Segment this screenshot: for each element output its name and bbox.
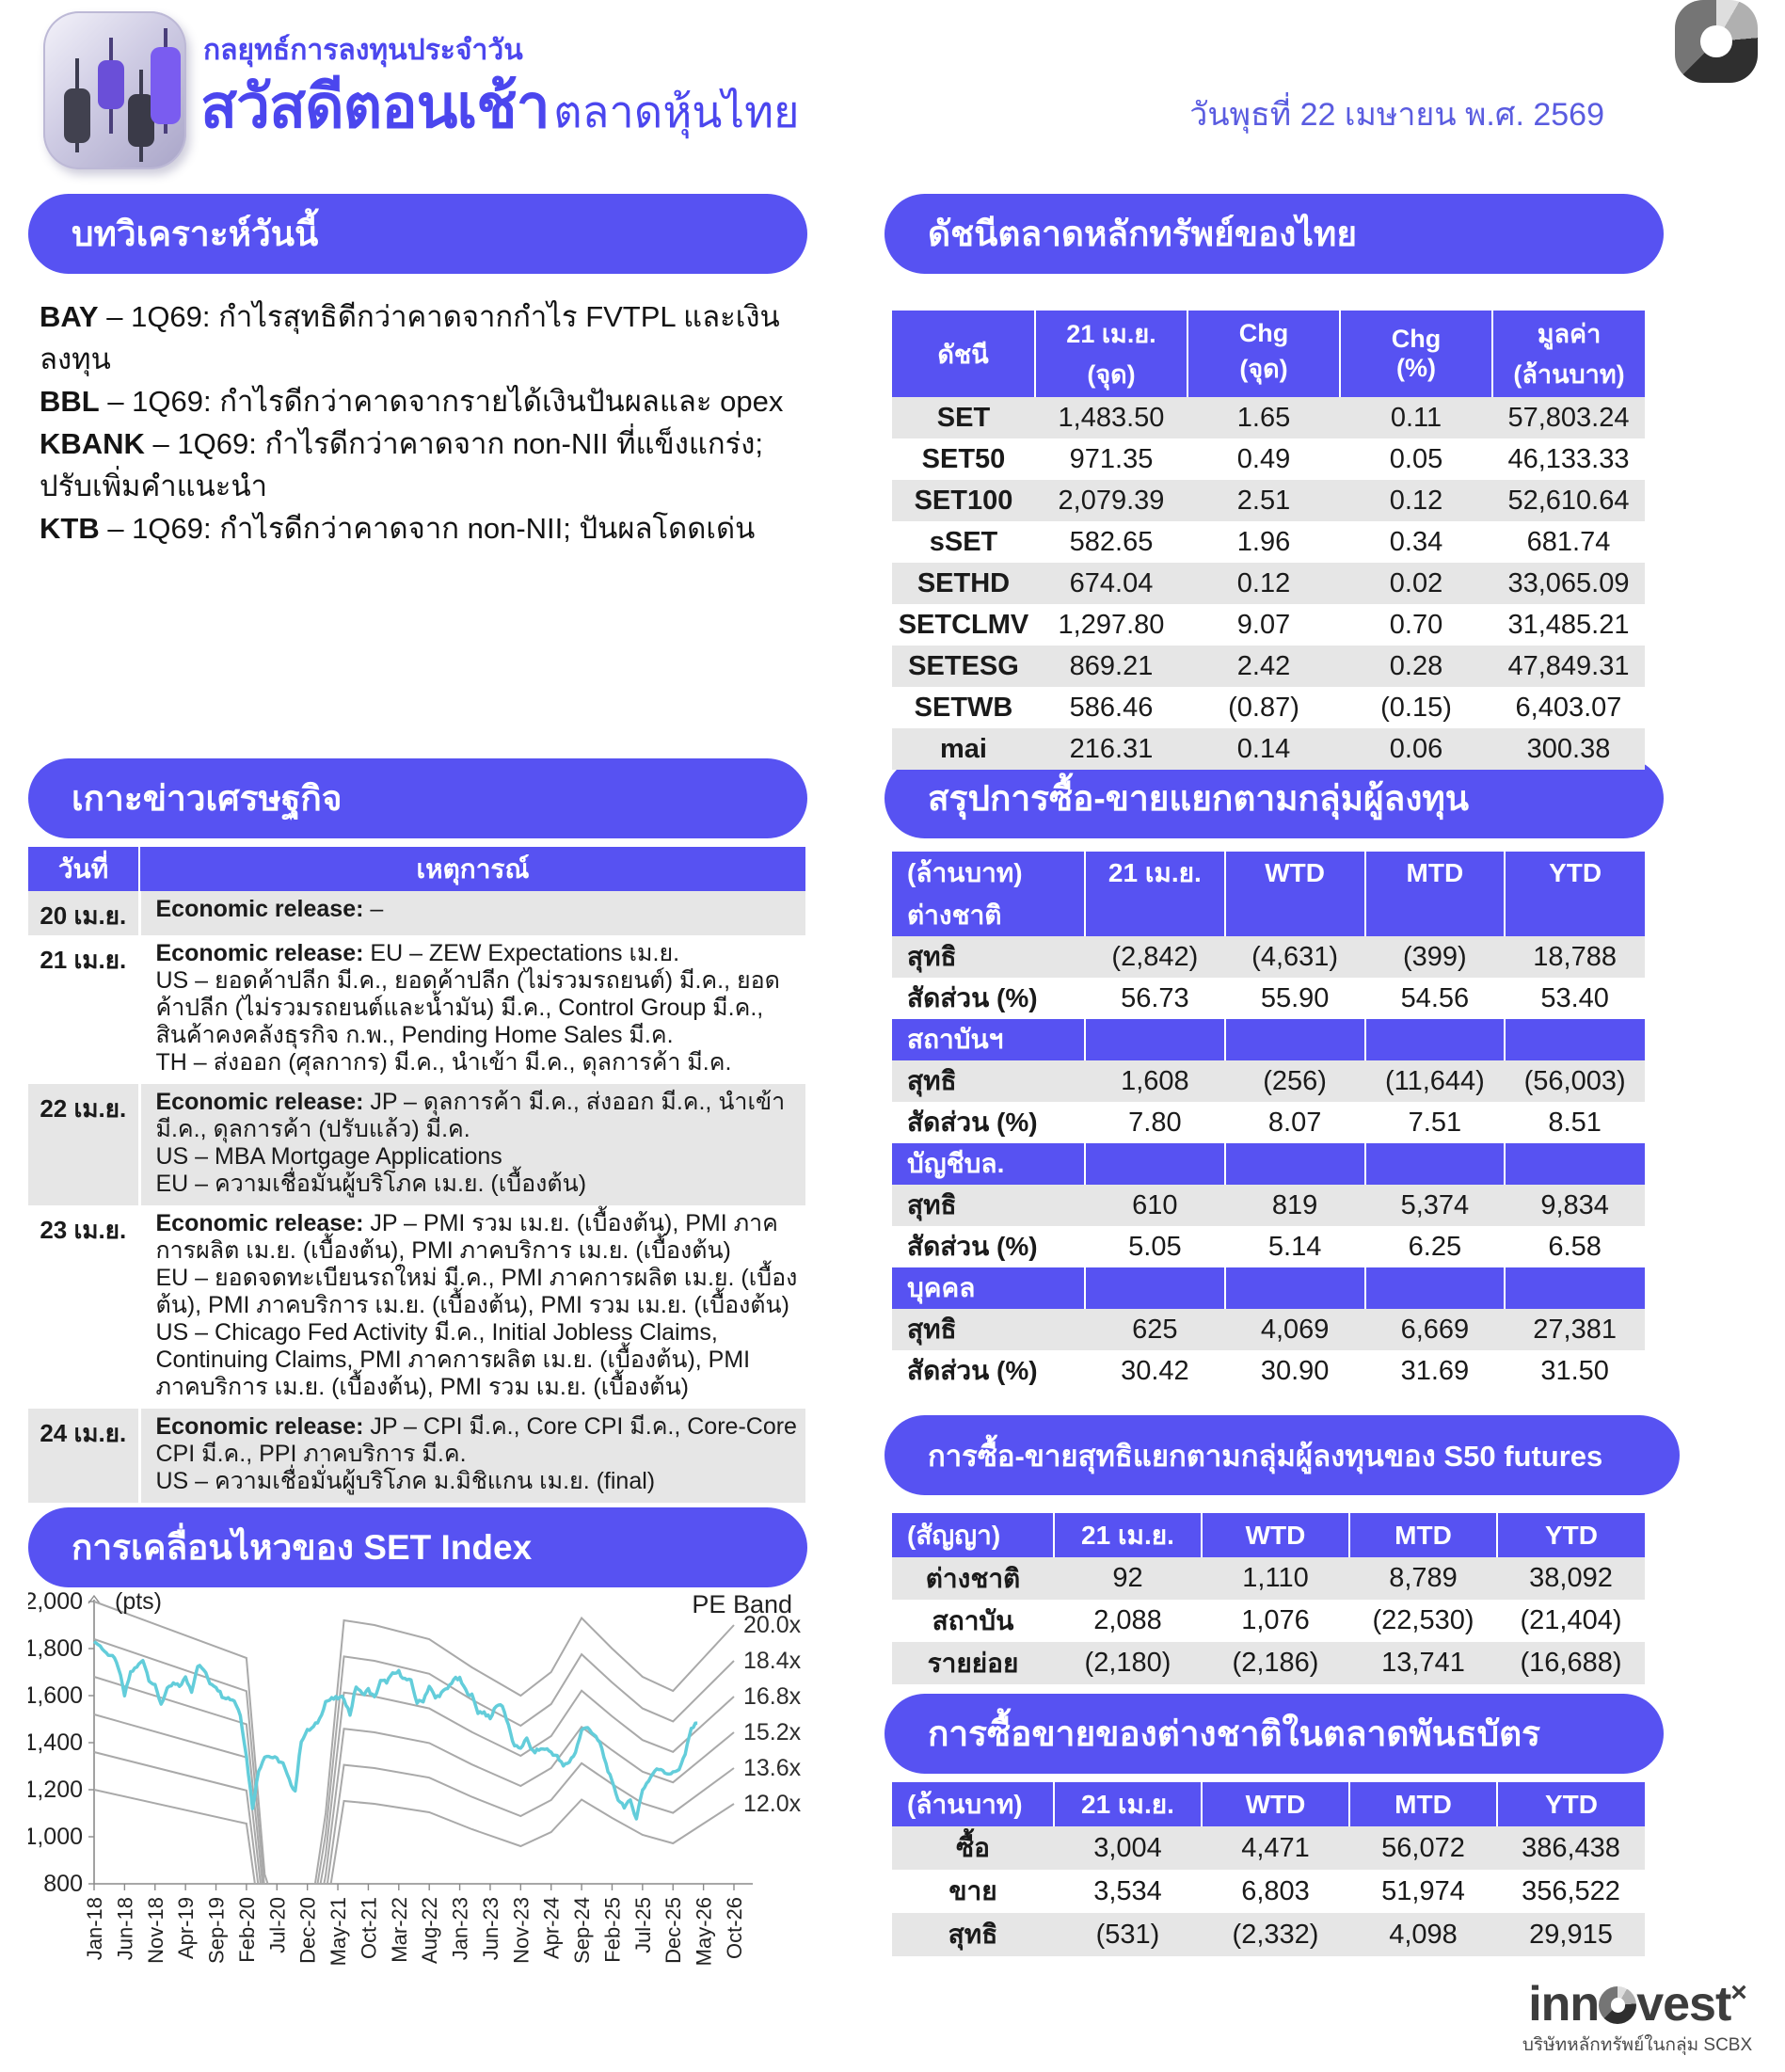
investor-group-cell	[1365, 895, 1506, 936]
column-header: เหตุการณ์	[139, 847, 805, 891]
table-cell: 8.07	[1267, 1107, 1322, 1138]
table-cell: 31.69	[1400, 1355, 1470, 1386]
table-cell: SETWB	[914, 692, 1013, 723]
table-cell: 56.73	[1121, 982, 1189, 1013]
svg-text:Jul-20: Jul-20	[265, 1897, 290, 1953]
table-header-row	[28, 847, 805, 891]
table-cell: 0.28	[1340, 646, 1492, 687]
econ-event-prefix: Economic release:	[155, 940, 371, 966]
svg-text:Nov-18: Nov-18	[143, 1897, 167, 1964]
econ-date-cell: 22 เม.ย.	[28, 1084, 139, 1205]
table-header-row	[892, 852, 1645, 895]
table-cell: (0.87)	[1228, 692, 1299, 723]
investor-data-row	[892, 936, 1645, 978]
table-row	[892, 563, 1645, 604]
analysis-ticker: KTB	[40, 512, 100, 545]
table-cell: 0.06	[1340, 728, 1492, 770]
column-header: (สัญญา)	[892, 1513, 1054, 1557]
table-cell: 5.05	[1128, 1231, 1182, 1262]
econ-event-prefix: Economic release:	[155, 1210, 371, 1236]
table-cell: (256)	[1225, 1060, 1365, 1102]
econ-news-table	[28, 847, 805, 1506]
row-label-cell: สัดส่วน (%)	[907, 983, 1038, 1012]
row-label-cell: สุทธิ	[892, 1309, 1085, 1350]
report-date: วันพุธที่ 22 เมษายน พ.ศ. 2569	[1189, 97, 1604, 133]
table-cell: 92	[1054, 1557, 1202, 1600]
section-title-bond-market: การซื้อขายของต่างชาติในตลาดพันธบัตร	[885, 1694, 1664, 1774]
econ-event-cell: Economic release: –	[139, 891, 805, 935]
table-cell: สถาบัน	[932, 1605, 1014, 1635]
svg-text:Oct-21: Oct-21	[357, 1897, 381, 1960]
table-cell: SET50	[921, 443, 1006, 474]
row-label-cell: สัดส่วน (%)	[907, 1108, 1038, 1137]
column-header: MTD	[1365, 852, 1506, 895]
column-header: (ล้านบาท)	[892, 1782, 1054, 1826]
brand-sup-x: ×	[1730, 1977, 1746, 2008]
table-cell: ซื้อ	[892, 1826, 1054, 1870]
analysis-ticker: BBL	[40, 385, 100, 418]
table-cell: 2,079.39	[1035, 480, 1187, 521]
svg-text:May-21: May-21	[327, 1897, 351, 1967]
investor-group-cell	[1225, 1143, 1365, 1185]
section-title-s50-futures: การซื้อ-ขายสุทธิแยกตามกลุ่มผู้ลงทุนของ S50 futures	[885, 1415, 1680, 1495]
table-cell: 0.12	[1187, 563, 1340, 604]
table-row	[892, 1642, 1645, 1684]
svg-text:1,600: 1,600	[28, 1682, 83, 1709]
investor-group-cell	[1505, 895, 1645, 936]
column-header: WTD	[1225, 852, 1365, 895]
econ-event-prefix: Economic release:	[155, 1413, 371, 1440]
bond-market-table	[892, 1782, 1645, 1956]
econ-event-cell: Economic release: JP – CPI มี.ค., Core CPI มี.ค., Core-Core CPI มี.ค., PPI ภาคบริการ มี.ค. US – ความเชื่อมั่นผู้บริโภค ม.มิชิแกน เม.ย. (final)	[139, 1409, 805, 1503]
investor-data-row	[892, 1350, 1645, 1392]
set-index-chart	[28, 1592, 819, 2044]
column-header: MTD	[1349, 1782, 1497, 1826]
table-cell: (2,186)	[1202, 1642, 1349, 1684]
table-cell: 9.07	[1236, 609, 1291, 640]
table-cell: 3,534	[1093, 1875, 1162, 1906]
table-row	[892, 1600, 1645, 1642]
investor-group-cell	[1365, 1019, 1506, 1060]
table-cell: ขาย	[948, 1876, 997, 1905]
table-row	[892, 1913, 1645, 1956]
table-cell: 6.58	[1548, 1231, 1602, 1262]
table-cell: 18,788	[1505, 936, 1645, 978]
table-cell: 1,110	[1202, 1557, 1349, 1600]
table-cell: 31.50	[1540, 1355, 1609, 1386]
table-cell: 1,076	[1241, 1605, 1310, 1635]
table-cell: 386,438	[1497, 1826, 1645, 1870]
svg-text:Dec-25: Dec-25	[661, 1897, 686, 1964]
table-cell: 1,483.50	[1035, 397, 1187, 438]
table-cell: 56,072	[1349, 1826, 1497, 1870]
svg-text:Jul-25: Jul-25	[630, 1897, 655, 1953]
table-cell: SET	[892, 397, 1035, 438]
investor-group-cell	[1085, 1019, 1225, 1060]
svg-text:Mar-22: Mar-22	[387, 1897, 411, 1963]
svg-text:1,000: 1,000	[28, 1824, 83, 1850]
table-cell: 47,849.31	[1492, 646, 1645, 687]
table-cell: 582.65	[1069, 526, 1154, 557]
svg-text:Oct-26: Oct-26	[723, 1897, 746, 1960]
table-cell: (2,842)	[1085, 936, 1225, 978]
svg-text:13.6x: 13.6x	[743, 1755, 802, 1781]
table-row	[892, 480, 1645, 521]
table-cell: (22,530)	[1372, 1605, 1474, 1635]
investor-summary-table	[892, 852, 1645, 1392]
table-cell: (0.15)	[1380, 692, 1452, 723]
table-cell: 2.51	[1187, 480, 1340, 521]
table-cell: 8,789	[1349, 1557, 1497, 1600]
table-cell: (4,631)	[1225, 936, 1365, 978]
brand-tagline: บริษัทหลักทรัพย์ในกลุ่ม SCBX	[1522, 2035, 1753, 2055]
row-label-cell: สุทธิ	[892, 936, 1085, 978]
svg-text:Dec-20: Dec-20	[295, 1897, 320, 1964]
investor-data-row	[892, 1060, 1645, 1102]
table-cell: (531)	[1054, 1913, 1202, 1956]
investor-group-row	[892, 1143, 1645, 1185]
svg-text:Aug-22: Aug-22	[418, 1897, 442, 1964]
svg-text:Sep-19: Sep-19	[204, 1897, 229, 1964]
column-header: WTD	[1202, 1782, 1349, 1826]
table-cell: 7.80	[1128, 1107, 1182, 1138]
set-index-chart-svg	[28, 1592, 819, 2044]
report-title-main: สวัสดีตอนเช้า	[200, 72, 550, 140]
table-cell: (56,003)	[1505, 1060, 1645, 1102]
investor-group-row	[892, 1019, 1645, 1060]
analysis-item: KBANK – 1Q69: กำไรดีกว่าคาดจาก non-NII ที่แข็งแกร่ง; ปรับเพิ่มคำแนะนำ	[40, 427, 763, 502]
table-cell: (2,332)	[1202, 1913, 1349, 1956]
table-row	[892, 687, 1645, 728]
svg-text:Sep-24: Sep-24	[570, 1897, 595, 1964]
svg-text:Jan-18: Jan-18	[83, 1897, 106, 1961]
brand-wordmark: inn vest×	[1528, 1977, 1746, 2032]
investor-group-cell	[1085, 895, 1225, 936]
svg-text:12.0x: 12.0x	[743, 1791, 802, 1817]
table-cell: 1.65	[1187, 397, 1340, 438]
econ-date-cell: 20 เม.ย.	[28, 891, 139, 935]
table-cell: รายย่อย	[892, 1642, 1054, 1684]
table-cell: mai	[892, 728, 1035, 770]
row-label-cell: สุทธิ	[892, 1185, 1085, 1226]
svg-text:Jun-18: Jun-18	[113, 1897, 137, 1961]
table-cell: 8.51	[1548, 1107, 1602, 1138]
investor-data-row	[892, 1226, 1645, 1267]
analysis-item: BBL – 1Q69: กำไรดีกว่าคาดจากรายได้เงินปันผลและ opex	[40, 385, 784, 418]
column-header: YTD	[1497, 1513, 1645, 1557]
table-cell: SET100	[892, 480, 1035, 521]
econ-date-cell: 24 เม.ย.	[28, 1409, 139, 1503]
table-cell: 51,974	[1381, 1875, 1465, 1906]
section-title-index-table: ดัชนีตลาดหลักทรัพย์ของไทย	[885, 194, 1664, 274]
svg-text:Nov-23: Nov-23	[509, 1897, 534, 1964]
svg-text:1,800: 1,800	[28, 1635, 83, 1662]
s50-futures-table	[892, 1513, 1645, 1684]
table-cell: 3,004	[1054, 1826, 1202, 1870]
table-cell: 0.14	[1187, 728, 1340, 770]
table-cell: 4,069	[1225, 1309, 1365, 1350]
table-cell: 13,741	[1349, 1642, 1497, 1684]
investor-group-cell	[1365, 1143, 1506, 1185]
svg-text:15.2x: 15.2x	[743, 1719, 802, 1745]
table-cell: 869.21	[1035, 646, 1187, 687]
report-title-suffix: ตลาดหุ้นไทย	[553, 87, 800, 136]
row-label-cell: สุทธิ	[892, 1060, 1085, 1102]
econ-event-cell: Economic release: JP – PMI รวม เม.ย. (เบื้องต้น), PMI ภาคการผลิต เม.ย. (เบื้องต้น), PMI ภาคบริการ เม.ย. (เบื้องต้น) EU – ยอดจดทะเบียนรถใหม่ มี.ค., PMI ภาคการผลิต เม.ย. (เบื้องต้น), PMI ภาคบริการ เม.ย. (เบื้องต้น), PMI รวม เม.ย. (เบื้องต้น) US – Chicago Fed Activity มี.ค., Initial Jobless Claims, Continuing Claims, PMI ภาคการผลิต เม.ย. (เบื้องต้น), PMI ภาคบริการ เม.ย. (เบื้องต้น), PMI รวม เม.ย. (เบื้องต้น)	[155, 1210, 798, 1400]
table-cell: (21,404)	[1520, 1605, 1622, 1635]
svg-text:18.4x: 18.4x	[743, 1648, 802, 1674]
econ-date-cell: 23 เม.ย.	[28, 1205, 139, 1409]
table-cell: 681.74	[1526, 526, 1611, 557]
column-header: 21 เม.ย.	[1085, 852, 1225, 895]
table-header-row	[892, 1782, 1645, 1826]
table-cell: 0.49	[1236, 443, 1291, 474]
econ-event-cell: Economic release: EU – ZEW Expectations เม.ย. US – ยอดค้าปลีก มี.ค., ยอดค้าปลีก (ไม่รวมรถยนต์) มี.ค., ยอดค้าปลีก (ไม่รวมรถยนต์และน้ำมัน) มี.ค., Control Group มี.ค., สินค้าคงคลังธุรกิจ ก.พ., Pending Home Sales มี.ค. TH – ส่งออก (ศุลกากร) มี.ค., นำเข้า มี.ค., ดุลการค้า มี.ค.	[155, 940, 780, 1076]
table-cell: 0.05	[1389, 443, 1443, 474]
column-header: WTD	[1202, 1513, 1349, 1557]
svg-text:(pts): (pts)	[115, 1592, 162, 1615]
table-cell: 4,098	[1349, 1913, 1497, 1956]
table-cell: (2,180)	[1054, 1642, 1202, 1684]
table-cell: 819	[1225, 1185, 1365, 1226]
table-cell: (16,688)	[1497, 1642, 1645, 1684]
table-row	[892, 1870, 1645, 1913]
svg-text:1,200: 1,200	[28, 1777, 83, 1803]
table-cell: 30.42	[1121, 1355, 1189, 1386]
table-cell: 6,669	[1365, 1309, 1506, 1350]
table-cell: 625	[1085, 1309, 1225, 1350]
table-cell: 1,297.80	[1058, 609, 1165, 640]
table-cell: 27,381	[1505, 1309, 1645, 1350]
investor-group-cell	[1505, 1267, 1645, 1309]
table-cell: 0.11	[1340, 397, 1492, 438]
column-header: YTD	[1497, 1782, 1645, 1826]
investor-group-cell	[1505, 1019, 1645, 1060]
econ-news-row	[28, 891, 805, 935]
table-cell: 38,092	[1497, 1557, 1645, 1600]
table-header-row	[892, 311, 1645, 397]
table-cell: (11,644)	[1365, 1060, 1506, 1102]
table-cell: 674.04	[1035, 563, 1187, 604]
table-cell: 610	[1085, 1185, 1225, 1226]
investor-group-row	[892, 1267, 1645, 1309]
svg-text:Jun-23: Jun-23	[478, 1897, 502, 1961]
investor-group-cell	[1505, 1143, 1645, 1185]
table-cell: 0.02	[1340, 563, 1492, 604]
section-title-econ-news: เกาะข่าวเศรษฐกิจ	[28, 758, 807, 838]
table-cell: 6,403.07	[1515, 692, 1622, 723]
table-cell: 1.96	[1236, 526, 1291, 557]
table-cell: SETESG	[892, 646, 1035, 687]
index-table	[892, 311, 1645, 770]
column-header: วันที่	[28, 847, 139, 891]
table-header-row	[892, 1513, 1645, 1557]
svg-text:Jan-23: Jan-23	[448, 1897, 472, 1961]
analysis-ticker: BAY	[40, 300, 99, 333]
column-header: Chg (จุด)	[1187, 311, 1340, 397]
analysis-ticker: KBANK	[40, 427, 145, 460]
table-cell: 6.25	[1408, 1231, 1462, 1262]
table-cell: 5,374	[1365, 1185, 1506, 1226]
table-cell: 0.12	[1340, 480, 1492, 521]
table-cell: 2,088	[1093, 1605, 1162, 1635]
table-row	[892, 521, 1645, 563]
analysis-item: KTB – 1Q69: กำไรดีกว่าคาดจาก non-NII; ปันผลโดดเด่น	[40, 512, 756, 545]
investor-group-cell	[1225, 1267, 1365, 1309]
table-cell: สุทธิ	[892, 1913, 1054, 1956]
investor-data-row	[892, 1102, 1645, 1143]
svg-text:1,400: 1,400	[28, 1729, 83, 1756]
column-header: 21 เม.ย.	[1054, 1513, 1202, 1557]
econ-news-row	[28, 935, 805, 1084]
table-cell: 57,803.24	[1492, 397, 1645, 438]
econ-event-prefix: Economic release:	[155, 896, 371, 922]
row-label-cell: สัดส่วน (%)	[907, 1356, 1038, 1385]
footer-brand	[1506, 1968, 1769, 2059]
table-cell: 586.46	[1069, 692, 1154, 723]
table-cell: sSET	[929, 526, 998, 557]
table-row	[892, 1557, 1645, 1600]
investor-group-cell: บุคคล	[892, 1267, 1085, 1309]
table-row	[892, 397, 1645, 438]
investor-group-row	[892, 895, 1645, 936]
table-cell: 9,834	[1505, 1185, 1645, 1226]
table-cell: 0.70	[1389, 609, 1443, 640]
candlestick-graphic	[43, 11, 186, 169]
investor-group-cell	[1225, 895, 1365, 936]
svg-text:20.0x: 20.0x	[743, 1612, 802, 1638]
investor-group-cell: บัญชีบล.	[892, 1143, 1085, 1185]
investor-data-row	[892, 1185, 1645, 1226]
table-cell: 46,133.33	[1507, 443, 1630, 474]
investor-group-cell	[1365, 1267, 1506, 1309]
table-cell: 971.35	[1069, 443, 1154, 474]
table-row	[892, 646, 1645, 687]
svg-text:16.8x: 16.8x	[743, 1683, 802, 1710]
table-cell: 1,608	[1085, 1060, 1225, 1102]
table-cell: 0.34	[1389, 526, 1443, 557]
table-cell: 52,610.64	[1492, 480, 1645, 521]
table-cell: 5.14	[1267, 1231, 1322, 1262]
column-header: YTD	[1505, 852, 1645, 895]
table-cell: 2.42	[1187, 646, 1340, 687]
column-header: (ล้านบาท)	[892, 852, 1085, 895]
econ-news-row	[28, 1409, 805, 1503]
table-cell: 216.31	[1035, 728, 1187, 770]
column-header: MTD	[1349, 1513, 1497, 1557]
column-header: มูลค่า (ล้านบาท)	[1492, 311, 1645, 397]
econ-news-row	[28, 1084, 805, 1205]
svg-text:Feb-20: Feb-20	[234, 1897, 259, 1963]
econ-news-row	[28, 1205, 805, 1409]
table-row	[892, 1826, 1645, 1870]
section-title-investor-summary: สรุปการซื้อ-ขายแยกตามกลุ่มผู้ลงทุน	[885, 758, 1664, 838]
column-header: ดัชนี	[892, 311, 1035, 397]
table-cell: 29,915	[1497, 1913, 1645, 1956]
candlestick-chart-icon	[43, 11, 186, 169]
table-cell: 31,485.21	[1507, 609, 1630, 640]
table-cell: 30.90	[1260, 1355, 1330, 1386]
table-cell: SETCLMV	[898, 609, 1029, 640]
report-subtitle: กลยุทธ์การลงทุนประจำวัน	[203, 35, 523, 66]
table-row	[892, 604, 1645, 646]
table-cell: SETHD	[892, 563, 1035, 604]
table-cell: 356,522	[1522, 1875, 1620, 1906]
table-cell: 55.90	[1260, 982, 1330, 1013]
row-label-cell: สัดส่วน (%)	[907, 1232, 1038, 1261]
investor-group-cell	[1085, 1143, 1225, 1185]
table-row	[892, 728, 1645, 770]
report-title	[200, 58, 800, 154]
column-header: 21 เม.ย.	[1054, 1782, 1202, 1826]
section-title-set-chart: การเคลื่อนไหวของ SET Index	[28, 1507, 807, 1587]
table-cell: 33,065.09	[1492, 563, 1645, 604]
table-row	[892, 438, 1645, 480]
investor-data-row	[892, 978, 1645, 1019]
svg-text:May-26: May-26	[692, 1897, 716, 1967]
table-cell: 53.40	[1540, 982, 1609, 1013]
econ-event-cell: Economic release: JP – ดุลการค้า มี.ค., ส่งออก มี.ค., นำเข้า มี.ค., ดุลการค้า (ปรับแล้ว) มี.ค. US – MBA Mortgage Applications EU – ความเชื่อมั่นผู้บริโภค เม.ย. (เบื้องต้น)	[139, 1084, 805, 1205]
section-title-analysis: บทวิเคราะห์วันนี้	[28, 194, 807, 274]
table-cell: 7.51	[1408, 1107, 1462, 1138]
svg-text:Apr-24: Apr-24	[539, 1897, 564, 1960]
svg-text:800: 800	[43, 1871, 83, 1897]
econ-event-prefix: Economic release:	[155, 1089, 371, 1115]
analysis-list	[40, 295, 807, 747]
table-cell: 54.56	[1400, 982, 1470, 1013]
table-cell: 6,803	[1241, 1875, 1310, 1906]
table-cell: (399)	[1365, 936, 1506, 978]
investor-group-cell: ต่างชาติ	[892, 895, 1085, 936]
investor-group-cell: สถาบันฯ	[892, 1019, 1085, 1060]
donut-logo-icon	[1675, 0, 1758, 83]
column-header: 21 เม.ย. (จุด)	[1035, 311, 1187, 397]
investor-group-cell	[1085, 1267, 1225, 1309]
analysis-item: BAY – 1Q69: กำไรสุทธิดีกว่าคาดจากกำไร FVTPL และเงินลงทุน	[40, 300, 780, 375]
investor-group-cell	[1225, 1019, 1365, 1060]
donut-logo-icon	[1599, 1986, 1636, 2024]
investor-data-row	[892, 1309, 1645, 1350]
svg-text:Apr-19: Apr-19	[174, 1897, 199, 1960]
table-cell: 4,471	[1202, 1826, 1349, 1870]
table-cell: 300.38	[1492, 728, 1645, 770]
svg-text:Feb-25: Feb-25	[600, 1897, 625, 1963]
column-header: Chg (%)	[1340, 311, 1492, 397]
svg-text:2,000: 2,000	[28, 1592, 83, 1615]
svg-text:PE Band: PE Band	[692, 1592, 792, 1618]
table-cell: ต่างชาติ	[892, 1557, 1054, 1600]
econ-date-cell: 21 เม.ย.	[28, 935, 139, 1084]
